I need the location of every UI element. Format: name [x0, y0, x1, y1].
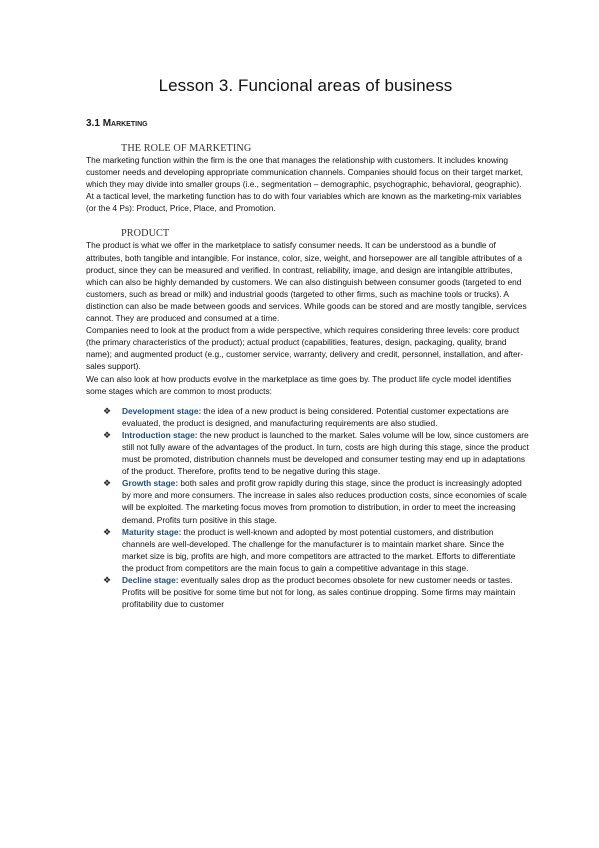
stage-description: the new product is launched to the market. Sales volume will be low, since customers are still not fully aware of the advantages of the product. In turn, costs are high during this stage, since the product must be promoted, distribution channels must be developed and consumer testing may end up in adaptations of the product. Therefore, profits tend to be negative during this stage. — [122, 429, 529, 477]
section-number: 3.1 — [86, 118, 100, 129]
stage-description: both sales and profit grow rapidly during this stage, since the product is increasingly adopted by more and more consumers. The increase in sales also reduces production costs, since economies of scale will be exploited. The marketing focus moves from promotion to distribution, in order to meet the increasing demand. Profits turn positive in this stage. — [122, 478, 527, 525]
stage-description: the idea of a new product is being considered. Potential customer expectations are evaluated, the product is designed, and manufacturing requirements are also studied. — [122, 405, 509, 428]
stage-term: Development stage: — [122, 405, 202, 416]
paragraph: At a tactical level, the marketing function has to do with four variables which are known as the marketing-mix variables (or the 4 Ps): Product, Price, Place, and Promotion. — [86, 191, 522, 214]
stage-description: the product is well-known and adopted by most potential customers, and distribution channels are well-developed. The challenge for the manufacturer is to maintain market share. Since the market size is big, profits are high, and more competitors are attracted to the market. Efforts to differentiate the product from competitors are the main focus to gain a competitive advantage in this stage. — [122, 526, 516, 573]
product-heading: PRODUCT — [121, 228, 170, 240]
diamond-bullet-icon: ❖ — [103, 575, 112, 585]
list-item — [103, 477, 529, 525]
section-name: Marketing — [102, 118, 148, 129]
role-of-marketing-body — [86, 154, 529, 214]
paragraph: The product is what we offer in the marketplace to satisfy consumer needs. It can be understood as a bundle of attributes, both tangible and intangible. For instance, color, size, weight, and horsepower are all tangible attributes of a product, since they can be measured and verified. In contrast, reliability, image, and design are intangible attributes, which can also be highly demanded by customers. We can also distinguish between consumer goods (targeted to end customers, such as bread or milk) and industrial goods (targeted to other firms, such as machine tools or trucks). A distinction can also be made between goods and services. While goods can be stored and are mostly tangible, services cannot. They are produced and consumed at a time. — [86, 240, 527, 324]
life-cycle-stage-list — [86, 405, 529, 611]
lesson-title: Lesson 3. Funcional areas of business — [158, 76, 453, 95]
diamond-bullet-icon: ❖ — [103, 405, 112, 416]
paragraph: Companies need to look at the product from a wide perspective, which requires considering three levels: core product (the primary characteristics of the product); actual product (capabilities, features, design, packaging, quality, brand name); and augmented product (e.g., customer service, warranty, delivery and credit, personnel, installation, and after-sales support). — [86, 325, 524, 372]
paragraph: The marketing function within the firm is the one that manages the relationship with customers. It includes knowing customer needs and developing appropriate communication channels. Companies should focus on their target market, which they may divide into smaller groups (i.e., segmentation – demographic, psychographic, behavioral, geographic). — [86, 155, 523, 190]
stage-term: Decline stage: — [122, 575, 179, 585]
diamond-bullet-icon: ❖ — [103, 478, 112, 489]
diamond-bullet-icon: ❖ — [103, 526, 112, 537]
list-item — [103, 429, 529, 477]
list-item — [103, 574, 529, 610]
list-item — [103, 405, 529, 429]
stage-term: Introduction stage: — [122, 429, 198, 440]
product-body — [86, 239, 529, 396]
stage-term: Maturity stage: — [122, 526, 182, 537]
section-heading — [86, 118, 529, 129]
role-of-marketing-heading: THE ROLE OF MARKETING — [121, 143, 252, 154]
diamond-bullet-icon: ❖ — [103, 429, 112, 440]
list-item — [103, 526, 529, 574]
stage-description: eventually sales drop as the product becomes obsolete for new customer needs or tastes. Profits will be positive for some time but not for long, as sales continue dropping. Some firms may maintain profitability due to customer — [122, 575, 516, 610]
stage-term: Growth stage: — [122, 478, 179, 489]
paragraph: We can also look at how products evolve in the marketplace as time goes by. The product life cycle model identifies some stages which are common to most products: — [86, 373, 512, 396]
